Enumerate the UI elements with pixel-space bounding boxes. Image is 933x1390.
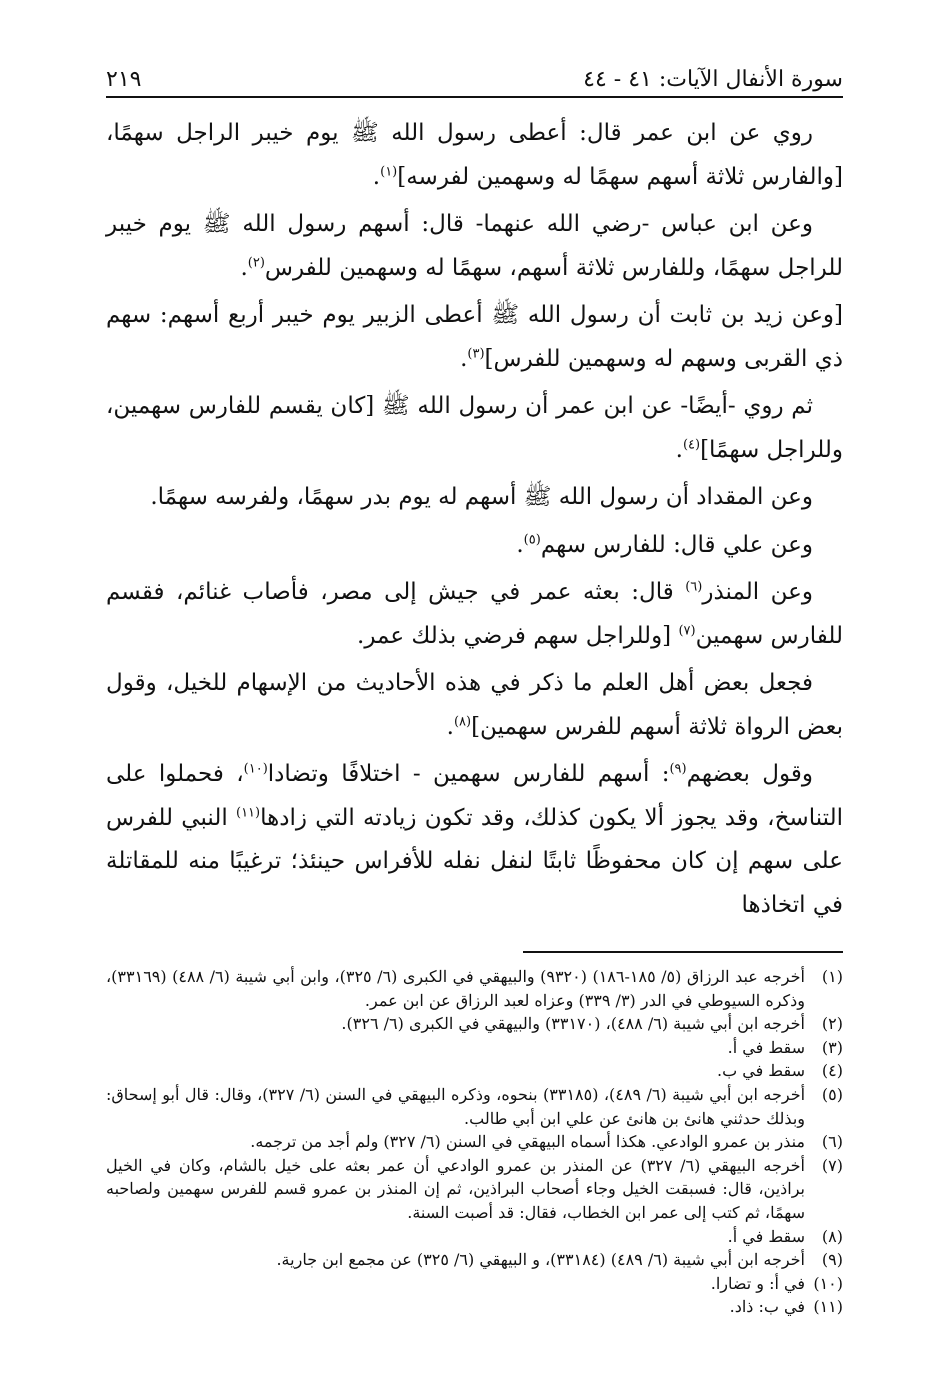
footnote-ref: (٧) xyxy=(678,622,696,638)
paragraph: وعن علي قال: للفارس سهم$^{(٥)}$. xyxy=(516,531,813,558)
footnote-text: سقط في أ. xyxy=(727,1226,805,1246)
footnote-text: سقط في أ. xyxy=(727,1037,805,1057)
footnote-ref: (١١) xyxy=(235,804,261,820)
footnote-ref: (٢) xyxy=(247,254,265,270)
footnote xyxy=(106,1012,843,1036)
footnote-number: (٢) xyxy=(821,1014,843,1034)
footnote-number: (٤) xyxy=(821,1061,843,1081)
footnote-text: في ب: ذاد. xyxy=(729,1297,805,1317)
main-text xyxy=(106,112,843,927)
footnote xyxy=(106,1272,843,1296)
footnote-ref: (٦) xyxy=(685,579,703,595)
paragraph: ثم روي -أيضًا- عن ابن عمر أن رسول الله ﷺ [كان يقسم للفارس سهمين، وللراجل سهمًا]$^{(٤)}$. xyxy=(106,393,843,463)
footnote-text: منذر بن عمرو الوادعي. هكذا أسماه البيهقي في السنن (٦/ ٣٢٧) ولم أجد من ترجمه. xyxy=(250,1132,805,1152)
footnote xyxy=(106,1083,843,1130)
footnote-number: (٩) xyxy=(821,1250,843,1270)
footnote xyxy=(106,1130,843,1154)
footnotes xyxy=(106,965,843,1319)
running-header xyxy=(106,58,843,98)
footnote-ref: (٩) xyxy=(669,761,687,777)
header-title: سورة الأنفال الآيات: ٤١ - ٤٤ xyxy=(583,67,843,92)
paragraph: وعن ابن عباس -رضي الله عنهما- قال: أسهم رسول الله ﷺ يوم خيبر للراجل سهمًا، وللفارس ثلاثة أسهم، سهمًا له وسهمين للفرس$^{(٢)}$. xyxy=(106,211,843,281)
footnote-text: أخرجه عبد الرزاق (٥/ ١٨٥-١٨٦) (٩٣٢٠) والبيهقي في الكبرى (٦/ ٣٢٥)، وابن أبي شيبة (٦/ ٤٨٨) (٣٣١٦٩)، وذكره السيوطي في الدر (٣/ ٣٣٩) وعزاه لعبد الرزاق عن ابن عمر. xyxy=(106,967,805,1010)
footnote-ref: (١) xyxy=(380,163,398,179)
footnote-number: (٨) xyxy=(821,1226,843,1246)
footnote xyxy=(106,965,843,1012)
paragraph: وقول بعضهم$^{(٩)}$: أسهم للفارس سهمين - اختلافًا وتضادا$^{(١٠)}$، فحملوا على التناسخ، وقد يجوز ألا يكون كذلك، وقد تكون زيادته التي زادها$^{(١١)}$ النبي للفرس على سهم إن كان محفوظًا ثابتًا لنفل نفله للأفراس حينئذ؛ ترغيبًا منه للمقاتلة في اتخاذها xyxy=(106,761,843,918)
footnote-ref: (١٠) xyxy=(243,761,268,777)
footnote-ref: (٨) xyxy=(453,713,472,729)
footnote-number: (٣) xyxy=(821,1037,843,1057)
footnote xyxy=(106,1036,843,1060)
page xyxy=(106,58,843,1358)
footnote-separator xyxy=(523,951,843,953)
paragraph: وعن المقداد أن رسول الله ﷺ أسهم له يوم بدر سهمًا، ولفرسه سهمًا. xyxy=(150,484,813,510)
footnote-number: (٥) xyxy=(821,1084,843,1104)
footnote xyxy=(106,1059,843,1083)
footnote xyxy=(106,1295,843,1319)
footnote-ref: (٤) xyxy=(682,436,701,452)
footnote xyxy=(106,1154,843,1225)
footnote-text: أخرجه ابن أبي شيبة (٦/ ٤٨٩)، (٣٣١٨٥) بنحوه، وذكره البيهقي في السنن (٦/ ٣٢٧)، وقال: قال أبو إسحاق: وبذلك حدثني هانئ بن هانئ عن علي ابن أبي طالب. xyxy=(106,1084,806,1128)
footnote-number: (١) xyxy=(821,967,843,986)
footnote-number: (١١) xyxy=(813,1297,843,1317)
footnote-number: (١٠) xyxy=(813,1273,843,1293)
footnote-text: في أ: و تضارا. xyxy=(710,1273,805,1293)
paragraph: روي عن ابن عمر قال: أعطى رسول الله ﷺ يوم خيبر الراجل سهمًا، [والفارس ثلاثة أسهم سهمًا له وسهمين لفرسه]$^{(١)}$. xyxy=(106,120,843,190)
footnote-ref: (٥) xyxy=(523,531,541,547)
paragraph: فجعل بعض أهل العلم ما ذكر في هذه الأحاديث من الإسهام للخيل، وقول بعض الرواة ثلاثة أسهم للفرس سهمين]$^{(٨)}$. xyxy=(106,670,843,740)
footnote-text: أخرجه البيهقي (٦/ ٣٢٧) عن المنذر بن عمرو الوادعي أن عمر بعثه على خيل بالشام، وكان في الخيل براذين، قال: فسبقت الخيل وجاء أصحاب البراذين، ثم إن المنذر بن عمرو قسم للفرس سهمين ولصاحبه سهمًا، ثم كتب إلى عمر ابن الخطاب، فقال: قد أصبت السنة. xyxy=(106,1155,806,1222)
footnote-ref: (٣) xyxy=(467,345,485,361)
paragraph: وعن المنذر$^{(٦)}$ قال: بعثه عمر في جيش إلى مصر، فأصاب غنائم، فقسم للفارس سهمين$^{(٧)}$ [وللراجل سهم فرضي بذلك عمر. xyxy=(106,579,843,649)
footnote-number: (٧) xyxy=(821,1155,843,1175)
paragraph: [وعن زيد بن ثابت أن رسول الله ﷺ أعطى الزبير يوم خيبر أربع أسهم: سهم ذي القربى وسهم له وسهمين للفرس]$^{(٣)}$. xyxy=(106,302,843,372)
footnote-text: أخرجه ابن أبي شيبة (٦/ ٤٨٩) (٣٣١٨٤)، و البيهقي (٦/ ٣٢٥) عن مجمع ابن جارية. xyxy=(276,1250,805,1270)
footnote-number: (٦) xyxy=(821,1132,843,1152)
footnote xyxy=(106,1248,843,1272)
page-number: ٢١٩ xyxy=(106,67,142,92)
footnote-text: أخرجه ابن أبي شيبة (٦/ ٤٨٨)، (٣٣١٧٠) والبيهقي في الكبرى (٦/ ٣٢٦). xyxy=(341,1014,805,1034)
footnote xyxy=(106,1225,843,1249)
footnote-text: سقط في ب. xyxy=(717,1061,805,1081)
